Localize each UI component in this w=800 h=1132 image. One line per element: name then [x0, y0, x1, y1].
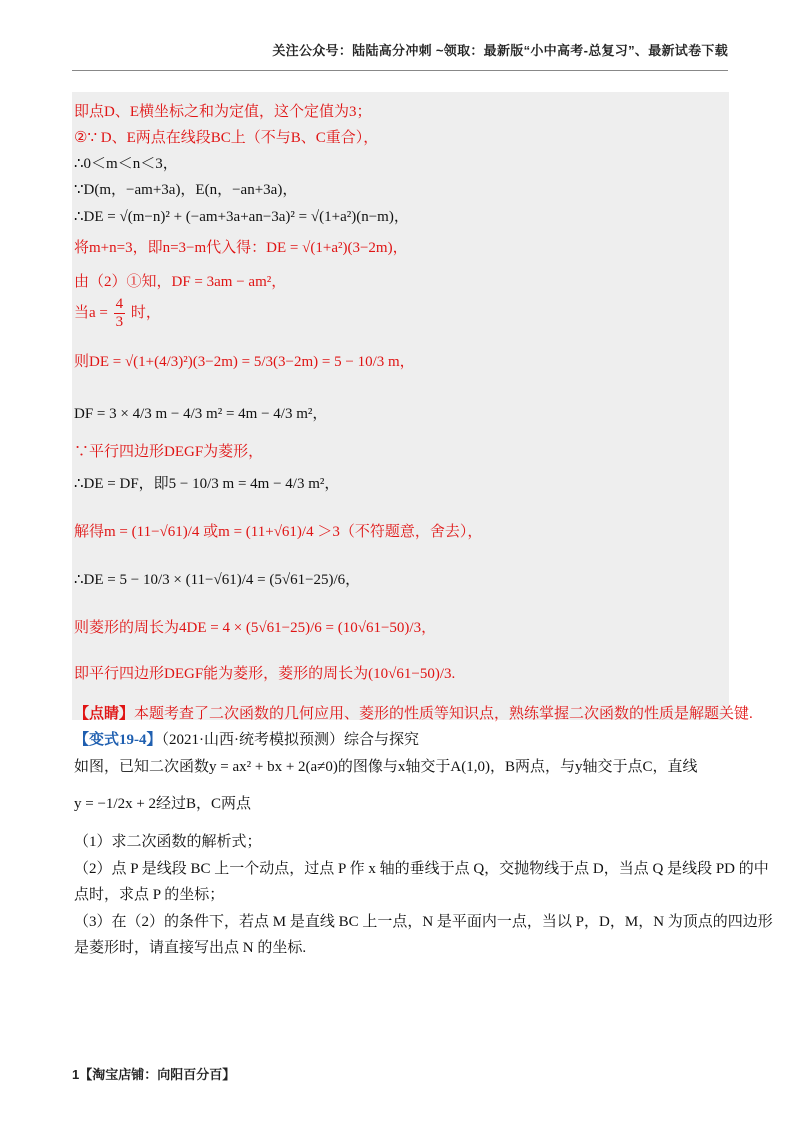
- comment-label: 【点睛】: [74, 706, 135, 722]
- solution-line-7: 由（2）①知，DF = 3am − am²，: [74, 274, 287, 290]
- comment-text: 本题考查了二次函数的几何应用、菱形的性质等知识点，熟练掌握二次函数的性质是解题关键.: [134, 706, 753, 722]
- solution-line-11: ∵平行四边形DEGF为菱形，: [74, 444, 264, 460]
- solution-line-1: 即点D、E横坐标之和为定值，这个定值为3；: [74, 104, 372, 120]
- solution-line-14: ∴DE = 5 − 10/3 × (11−√61)/4 = (5√61−25)/6，: [74, 572, 361, 588]
- line8-suffix: 时，: [130, 304, 161, 321]
- variant-problem-line-2: y = −1/2x + 2经过B，C两点: [74, 796, 252, 812]
- variant-source: （2021·山西·统考模拟预测）综合与探究: [161, 732, 419, 748]
- fraction-numerator: 4: [115, 296, 124, 312]
- question-2-line-1: （2）点 P 是线段 BC 上一个动点，过点 P 作 x 轴的垂线于点 Q，交抛物线于点 D，当点 Q 是线段 PD 的中: [74, 861, 769, 877]
- page-header: 关注公众号：陆陆高分冲刺 ~领取：最新版“小中高考-总复习”、最新试卷下载: [272, 43, 728, 58]
- page-footer: 1【淘宝店铺：向阳百分百】: [72, 1067, 236, 1082]
- solution-line-9: 则DE = √(1+(4/3)²)(3−2m) = 5/3(3−2m) = 5 − 10/3 m，: [74, 354, 415, 370]
- solution-line-10: DF = 3 × 4/3 m − 4/3 m² = 4m − 4/3 m²，: [74, 406, 328, 422]
- question-3-line-2: 是菱形时，请直接写出点 N 的坐标.: [74, 940, 307, 956]
- comment-line: [74, 702, 753, 723]
- header-rule: [72, 70, 728, 71]
- solution-line-6: 将m+n=3，即n=3−m代入得：DE = √(1+a²)(3−2m)，: [74, 240, 408, 256]
- solution-line-13: 解得m = (11−√61)/4 或m = (11+√61)/4 ＞3（不符题意，舍去），: [74, 524, 483, 540]
- solution-line-15: 则菱形的周长为4DE = 4 × (5√61−25)/6 = (10√61−50)/3，: [74, 620, 437, 636]
- line8-prefix: 当a =: [74, 304, 108, 321]
- variant-header: [74, 728, 419, 749]
- variant-problem-line-1: 如图，已知二次函数y = ax² + bx + 2(a≠0)的图像与x轴交于A(1,0)，B两点，与y轴交于点C，直线: [74, 759, 698, 775]
- solution-line-3: ∴0＜m＜n＜3，: [74, 156, 178, 172]
- solution-line-16: 即平行四边形DEGF能为菱形，菱形的周长为(10√61−50)/3.: [74, 666, 456, 682]
- solution-line-5: ∴DE = √(m−n)² + (−am+3a+an−3a)² = √(1+a²)(n−m)，: [74, 209, 409, 225]
- question-2-line-2: 点时，求点 P 的坐标；: [74, 887, 225, 903]
- solution-line-4: ∵D(m，−am+3a)，E(n，−an+3a)，: [74, 182, 298, 198]
- fraction-denominator: 3: [115, 314, 124, 330]
- solution-line-12: ∴DE = DF，即5 − 10/3 m = 4m − 4/3 m²，: [74, 476, 340, 492]
- fraction-4-3: [114, 296, 126, 331]
- solution-line-2: ②∵ D、E两点在线段BC上（不与B、C重合），: [74, 130, 379, 146]
- question-1: （1）求二次函数的解析式；: [74, 834, 262, 850]
- variant-tag: 【变式19-4】: [74, 732, 162, 748]
- question-3-line-1: （3）在（2）的条件下，若点 M 是直线 BC 上一点，N 是平面内一点，当以 P，D，M，N 为顶点的四边形: [74, 914, 773, 930]
- solution-line-8: [74, 296, 161, 331]
